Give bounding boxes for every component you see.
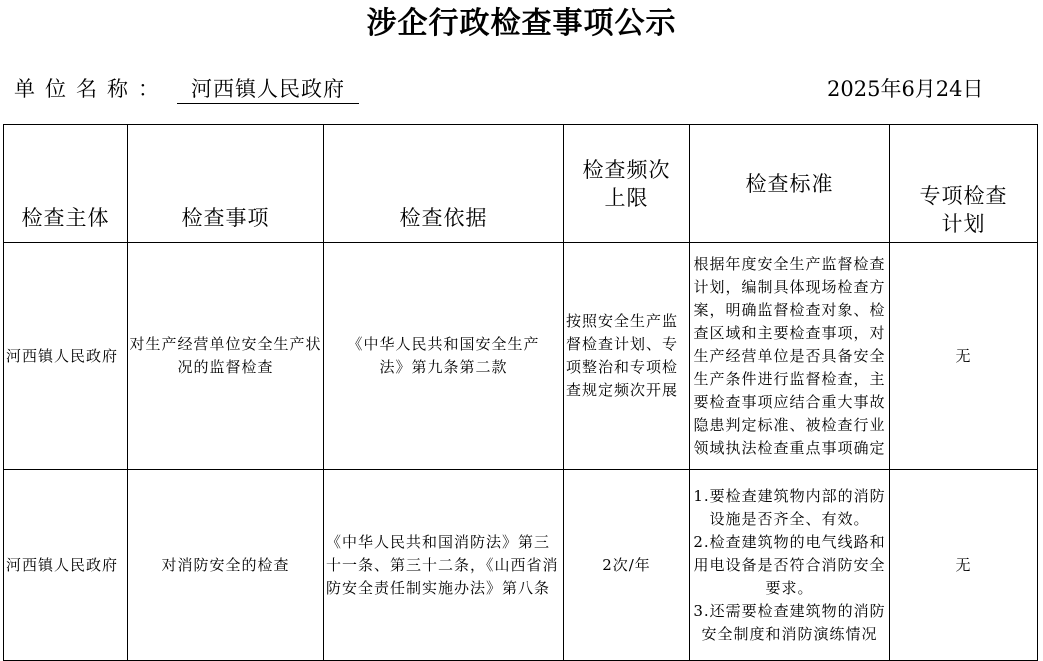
inspection-table	[3, 124, 1038, 661]
cell-subject: 河西镇人民政府	[4, 470, 128, 661]
cell-item: 对消防安全的检查	[128, 470, 324, 661]
header-frequency: 检查频次上限	[564, 125, 690, 243]
standard-item: 1.要检查建筑物内部的消防设施是否齐全、有效。	[693, 486, 886, 528]
unit-name-line	[14, 74, 359, 104]
header-basis: 检查依据	[324, 125, 564, 243]
cell-basis: 《中华人民共和国消防法》第三十一条、第三十二条，《山西省消防安全责任制实施办法》第八条	[324, 470, 564, 661]
standard-item: 3.还需要检查建筑物的消防安全制度和消防演练情况	[693, 601, 886, 643]
table-row	[4, 243, 1038, 470]
cell-standard: 根据年度安全生产监督检查计划，编制具体现场检查方案，明确监督检查对象、检查区域和主要检查事项，对生产经营单位是否具备安全生产条件进行监督检查，主要检查事项应结合重大事故隐患判定标准、被检查行业领域执法检查重点事项确定	[690, 243, 890, 470]
header-standard: 检查标准	[690, 125, 890, 243]
cell-frequency: 按照安全生产监督检查计划、专项整治和专项检查规定频次开展	[564, 243, 690, 470]
header-item: 检查事项	[128, 125, 324, 243]
cell-frequency: 2次/年	[564, 470, 690, 661]
header-plan: 专项检查计划	[890, 125, 1038, 243]
standard-item: 2.检查建筑物的电气线路和用电设备是否符合消防安全要求。	[693, 532, 886, 597]
unit-name-label: 单位名称：	[14, 77, 169, 101]
table-row	[4, 470, 1038, 661]
cell-subject: 河西镇人民政府	[4, 243, 128, 470]
cell-plan: 无	[890, 470, 1038, 661]
header-subject: 检查主体	[4, 125, 128, 243]
unit-name-value: 河西镇人民政府	[177, 75, 359, 104]
cell-plan: 无	[890, 243, 1038, 470]
cell-standard	[690, 470, 890, 661]
page-title: 涉企行政检查事项公示	[366, 6, 677, 41]
table-header-row	[4, 125, 1038, 243]
publish-date: 2025年6月24日	[827, 77, 984, 101]
cell-item: 对生产经营单位安全生产状况的监督检查	[128, 243, 324, 470]
cell-basis: 《中华人民共和国安全生产法》第九条第二款	[324, 243, 564, 470]
